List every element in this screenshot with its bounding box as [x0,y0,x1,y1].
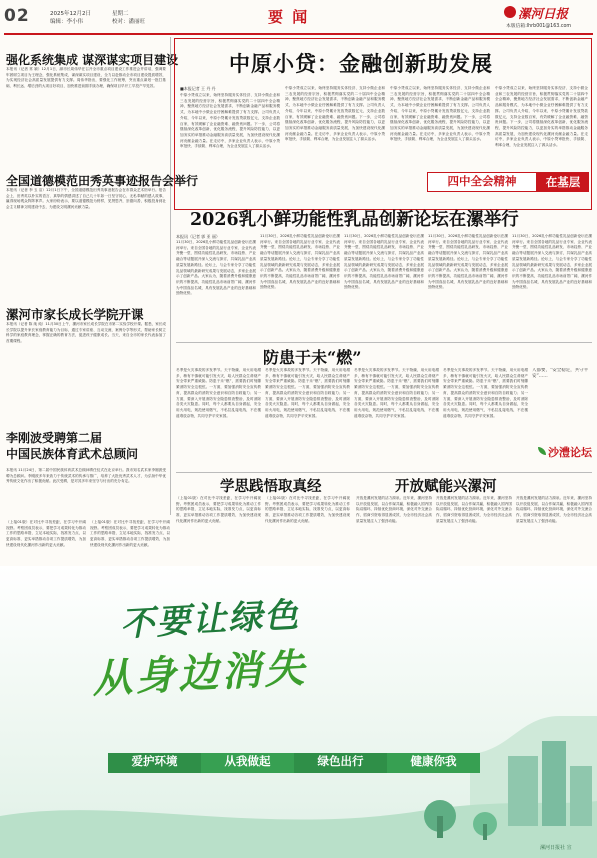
logo-mark-icon [504,6,516,18]
issue-date: 2025年12月2日 [50,11,91,17]
study-tour-left-col2: （上接01版）在对比中寻找差距，在学习中开阔视野。考察团成员表示，要把学习成果转化为推动工作的思路举措，立足本地实际，找准发力点，以更高标准、更实举措推动各项工作提质增效，为加快建设现代化漯河作出新的更大贡献。 [90,520,170,547]
comment-divider [176,472,592,473]
page-number: 02 [4,6,30,26]
headline-study-tour: 学思践悟取真经 [220,478,322,495]
ad-headline-line1: 不要让绿色 [119,595,302,645]
ad-footer: 漯河日报社 宣 [540,845,572,851]
feature-body-col2: 中原小贷成立以来，始终坚持服务实体经济、支持小微企业和三农发展的经营宗旨，积极贯彻落实党的二十届四中全会精神，聚焦地方经济社会发展需求，不断创新金融产品和服务模式，为本地中小微企业纾困解难提供了有力支撑。公司负责人介绍，今年以来，中原小贷累计发放贷款数亿元，支持企业数百家，有效缓解了企业融资难、融资贵问题。下一步，公司将继续深化改革创新，优化服务流程，提升风险防控能力，以更加务实的举措推动金融服务高质量发展，为加快建设现代化漯河贡献金融力量。在走访中，多家企业负责人表示，中原小贷审批快、手续简、利率合理，为企业发展注入了源头活水。 [285,86,385,142]
feature-headline: 中原小贷：金融创新助发展 [229,51,493,76]
forum-byline: 本报讯（记者 郭 亚 丽） [176,234,220,239]
masthead-logo [504,4,594,20]
slogan-3: 绿色出行 [294,753,387,773]
opening-up-body-col1: 开放是漯河发展的活力源泉。近年来，漯河坚持以开放促发展、以合作谋共赢，积极融入国内国际双循环，持续优化营商环境，深化对外交流合作，招商引资取得显著成效，为全市经济社会高质量发展注入了强劲动能。 [356,496,432,523]
study-tour-left-col1: （上接01版）在对比中寻找差距，在学习中开阔视野。考察团成员表示，要把学习成果转化为推动工作的思路举措，立足本地实际，找准发力点，以更高标准、更实举措推动各项工作提质增效，为加快建设现代化漯河作出新的更大贡献。 [6,520,86,547]
article-martial-arts: 本报讯 11月24日，第二届中国民族体育武术总顾问聘任仪式在北京举行。我市知名武术家李刚波受聘为总顾问。李刚波多年来致力于传统武术的传承与推广，培养了大批优秀武术人才，为弘扬中华优秀传统文化作出了积极贡献。此次受聘，是对其多年来坚守与付出的充分肯定。 [6,468,166,484]
slogan-2: 从我做起 [201,753,294,773]
mailbox-info: 本版信箱:lhrb001@163.com [506,24,572,29]
page-header [0,0,597,34]
brand-name: 漯河日报 [518,6,569,21]
opening-up-body-col2: 开放是漯河发展的活力源泉。近年来，漯河坚持以开放促发展、以合作谋共赢，积极融入国内国际双循环，持续优化营商环境，深化对外交流合作，招商引资取得显著成效，为全市经济社会高质量发展注入了强劲动能。 [436,496,512,523]
tagline-text: 四中全会精神 [427,172,537,192]
comment-tag-text: 沙澧论坛 [548,446,592,459]
leaf-icon [538,447,546,455]
header-rule [4,33,593,35]
tagline-suffix: 在基层 [537,172,589,192]
tagline-banner [427,172,589,192]
editor-name: 编辑：李小伟 [50,19,84,25]
ad-slogan-bar [108,753,480,773]
study-tour-body-col1: （上接01版）在对比中寻找差距，在学习中开阔视野。考察团成员表示，要把学习成果转化为推动工作的思路举措，立足本地实际，找准发力点，以更高标准、更实举措推动各项工作提质增效，为加快建设现代化漯河作出新的更大贡献。 [176,496,261,523]
study-tour-body-col2: （上接01版）在对比中寻找差距，在学习中开阔视野。考察团成员表示，要把学习成果转化为推动工作的思路举措，立足本地实际，找准发力点，以更高标准、更实举措推动各项工作提质增效，为加快建设现代化漯河作出新的更大贡献。 [265,496,350,523]
section-title: 要 闻 [268,8,310,26]
comment-tag [538,444,592,460]
feature-body-col1: 中原小贷成立以来，始终坚持服务实体经济、支持小微企业和三农发展的经营宗旨，积极贯彻落实党的二十届四中全会精神，聚焦地方经济社会发展需求，不断创新金融产品和服务模式，为本地中小微企业纾困解难提供了有力支撑。公司负责人介绍，今年以来，中原小贷累计发放贷款数亿元，支持企业数百家，有效缓解了企业融资难、融资贵问题。下一步，公司将继续深化改革创新，优化服务流程，提升风险防控能力，以更加务实的举措推动金融服务高质量发展，为加快建设现代化漯河贡献金融力量。在走访中，多家企业负责人表示，中原小贷审批快、手续简、利率合理，为企业发展注入了源头活水。 [180,93,280,149]
article-moral-model: 本报讯（记者 李 玉 洁）12月1日下午，全国道德模范田秀英事迹报告会在市群众艺术馆举行。报告会上，田秀英以朴实的语言、真挚的情感讲述了自己几十年如一日坚守初心、无私奉献的感人故事，赢得现场观众阵阵掌声。大家纷纷表示，要以道德模范为榜样，见贤思齐，崇德向善，积极投身到社会主义精神文明建设中去，为建设文明漯河贡献力量。 [6,188,166,210]
left-column-divider [170,37,171,515]
green-ad [0,566,597,858]
article-project-construction: 本报讯（记者 常 颖）12月1日，副市长周伟华在召开全市重点项目建设工作推进会并讲话，强调要牢固树立项目为王理念，强化系统集成，谋深谋实项目建设，全力以赴推动全市项目建设提质增效，为实现经济社会高质量发展提供有力支撑。周伟华指出，要强化工作统筹，突出重点谋划一批打基础、利长远、增后劲的大项目好项目，加快推进前期手续办理，确保项目早开工早投产早见效。 [6,67,166,89]
slogan-4: 健康你我 [387,753,480,773]
forum-body-col1: 11月30日，2026乳小鲜功能性乳品创新论坛在漯河举行。来自全国各地的乳品行业专家、企业代表齐聚一堂，围绕功能性乳品研发、市场趋势、产业融合等话题展开深入交流与探讨，共谋乳品产业高质量发展新路径。论坛上，与会专家分享了功能性乳品领域的最新研究成果与发展动态，多家企业展示了创新产品。大家认为，随着消费升级和健康意识的不断提高，功能性乳品市场前景广阔，漯河作为中国食品名城，具有发展乳品产业的良好基础和独特优势。 [176,240,256,296]
forum-body-col4: 11月30日，2026乳小鲜功能性乳品创新论坛在漯河举行。来自全国各地的乳品行业专家、企业代表齐聚一堂，围绕功能性乳品研发、市场趋势、产业融合等话题展开深入交流与探讨，共谋乳品产业高质量发展新路径。论坛上，与会专家分享了功能性乳品领域的最新研究成果与发展动态，多家企业展示了创新产品。大家认为，随着消费升级和健康意识的不断提高，功能性乳品市场前景广阔，漯河作为中国食品名城，具有发展乳品产业的良好基础和独特优势。 [428,234,508,290]
comment-pull-quote: 人都要，“安全稳定，共守平安”…… [532,368,589,379]
opening-up-body-col3: 开放是漯河发展的活力源泉。近年来，漯河坚持以开放促发展、以合作谋共赢，积极融入国内国际双循环，持续优化营商环境，深化对外交流合作，招商引资取得显著成效，为全市经济社会高质量发展注入了强劲动能。 [516,496,592,523]
forum-body-col5: 11月30日，2026乳小鲜功能性乳品创新论坛在漯河举行。来自全国各地的乳品行业专家、企业代表齐聚一堂，围绕功能性乳品研发、市场趋势、产业融合等话题展开深入交流与探讨，共谋乳品产业高质量发展新路径。论坛上，与会专家分享了功能性乳品领域的最新研究成果与发展动态，多家企业展示了创新产品。大家认为，随着消费升级和健康意识的不断提高，功能性乳品市场前景广阔，漯河作为中国食品名城，具有发展乳品产业的良好基础和独特优势。 [512,234,592,290]
article-parent-academy: 本报讯（记者 陈 纯 纯）11月30日上午，漯河市家长成长学院在市第二实验学校开课。据悉，家长成长学院以提升家长家庭教育能力为目标，通过专家讲座、互动交流、案例分享等形式，帮助家长树立科学的家庭教育理念，掌握正确的教育方法，促进孩子健康成长。当天，来自全市的家长代表参加了首期课程。 [6,322,166,344]
forum-body-col3: 11月30日，2026乳小鲜功能性乳品创新论坛在漯河举行。来自全国各地的乳品行业专家、企业代表齐聚一堂，围绕功能性乳品研发、市场趋势、产业融合等话题展开深入交流与探讨，共谋乳品产业高质量发展新路径。论坛上，与会专家分享了功能性乳品领域的最新研究成果与发展动态，多家企业展示了创新产品。大家认为，随着消费升级和健康意识的不断提高，功能性乳品市场前景广阔，漯河作为中国食品名城，具有发展乳品产业的良好基础和独特优势。 [344,234,424,290]
forum-headline: 2026乳小鲜功能性乳品创新论坛在漯举行 [190,210,519,230]
slogan-1: 爱护环境 [108,753,201,773]
comment-body-col3: 冬季是火灾事故的多发季节。天干物燥，用火用电增多，稍有不慎就可能引发火灾，给人民群众生命财产安全带来严重威胁。防患于未“燃”，需要我们时刻绷紧消防安全这根弦。一方面，要加强消防安全宣传教育，提高群众的消防安全意识和自防自救能力；另一方面，要深入开展消防安全隐患排查整治，及时消除各类火灾隐患。同时，每个人都要从自身做起，安全用火用电，规范使用燃气，不私拉乱接电线，不在楼道堆放杂物，共同守护平安家园。 [354,368,439,418]
comment-body-col2: 冬季是火灾事故的多发季节。天干物燥，用火用电增多，稍有不慎就可能引发火灾，给人民群众生命财产安全带来严重威胁。防患于未“燃”，需要我们时刻绷紧消防安全这根弦。一方面，要加强消防安全宣传教育，提高群众的消防安全意识和自防自救能力；另一方面，要深入开展消防安全隐患排查整治，及时消除各类火灾隐患。同时，每个人都要从自身做起，安全用火用电，规范使用燃气，不私拉乱接电线，不在楼道堆放杂物，共同守护平安家园。 [265,368,350,418]
feature-body-col4: 中原小贷成立以来，始终坚持服务实体经济、支持小微企业和三农发展的经营宗旨，积极贯彻落实党的二十届四中全会精神，聚焦地方经济社会发展需求，不断创新金融产品和服务模式，为本地中小微企业纾困解难提供了有力支撑。公司负责人介绍，今年以来，中原小贷累计发放贷款数亿元，支持企业数百家，有效缓解了企业融资难、融资贵问题。下一步，公司将继续深化改革创新，优化服务流程，提升风险防控能力，以更加务实的举措推动金融服务高质量发展，为加快建设现代化漯河贡献金融力量。在走访中，多家企业负责人表示，中原小贷审批快、手续简、利率合理，为企业发展注入了源头活水。 [495,86,588,148]
feature-byline: ■本报记者 王 丹 丹 [180,86,216,91]
comment-headline: 防患于未“燃” [263,348,362,367]
headline-moral-model: 全国道德模范田秀英事迹报告会举行 [6,174,199,188]
forum-divider [176,342,592,343]
ad-headline-line2: 从身边消失 [91,645,309,703]
forum-body-col2: 11月30日，2026乳小鲜功能性乳品创新论坛在漯河举行。来自全国各地的乳品行业专家、企业代表齐聚一堂，围绕功能性乳品研发、市场趋势、产业融合等话题展开深入交流与探讨，共谋乳品产业高质量发展新路径。论坛上，与会专家分享了功能性乳品领域的最新研究成果与发展动态，多家企业展示了创新产品。大家认为，随着消费升级和健康意识的不断提高，功能性乳品市场前景广阔，漯河作为中国食品名城，具有发展乳品产业的良好基础和独特优势。 [260,234,340,290]
proofreader-name: 校对：潘丽旺 [112,19,146,25]
issue-weekday: 星期二 [112,11,129,17]
comment-body-col4: 冬季是火灾事故的多发季节。天干物燥，用火用电增多，稍有不慎就可能引发火灾，给人民群众生命财产安全带来严重威胁。防患于未“燃”，需要我们时刻绷紧消防安全这根弦。一方面，要加强消防安全宣传教育，提高群众的消防安全意识和自防自救能力；另一方面，要深入开展消防安全隐患排查整治，及时消除各类火灾隐患。同时，每个人都要从自身做起，安全用火用电，规范使用燃气，不私拉乱接电线，不在楼道堆放杂物，共同守护平安家园。 [443,368,528,418]
headline-martial-arts: 李刚波受聘第二届 中国民族体育武术总顾问 [6,431,139,461]
headline-project-construction: 强化系统集成 谋深谋实项目建设 [6,53,179,67]
headline-parent-academy: 漯河市家长成长学院开课 [6,307,144,322]
feature-body-col3: 中原小贷成立以来，始终坚持服务实体经济、支持小微企业和三农发展的经营宗旨，积极贯彻落实党的二十届四中全会精神，聚焦地方经济社会发展需求，不断创新金融产品和服务模式，为本地中小微企业纾困解难提供了有力支撑。公司负责人介绍，今年以来，中原小贷累计发放贷款数亿元，支持企业数百家，有效缓解了企业融资难、融资贵问题。下一步，公司将继续深化改革创新，优化服务流程，提升风险防控能力，以更加务实的举措推动金融服务高质量发展，为加快建设现代化漯河贡献金融力量。在走访中，多家企业负责人表示，中原小贷审批快、手续简、利率合理，为企业发展注入了源头活水。 [390,86,490,142]
comment-body-col1: 冬季是火灾事故的多发季节。天干物燥，用火用电增多，稍有不慎就可能引发火灾，给人民群众生命财产安全带来严重威胁。防患于未“燃”，需要我们时刻绷紧消防安全这根弦。一方面，要加强消防安全宣传教育，提高群众的消防安全意识和自防自救能力；另一方面，要深入开展消防安全隐患排查整治，及时消除各类火灾隐患。同时，每个人都要从自身做起，安全用火用电，规范使用燃气，不私拉乱接电线，不在楼道堆放杂物，共同守护平安家园。 [176,368,261,418]
headline-opening-up: 开放赋能兴漯河 [395,478,497,495]
